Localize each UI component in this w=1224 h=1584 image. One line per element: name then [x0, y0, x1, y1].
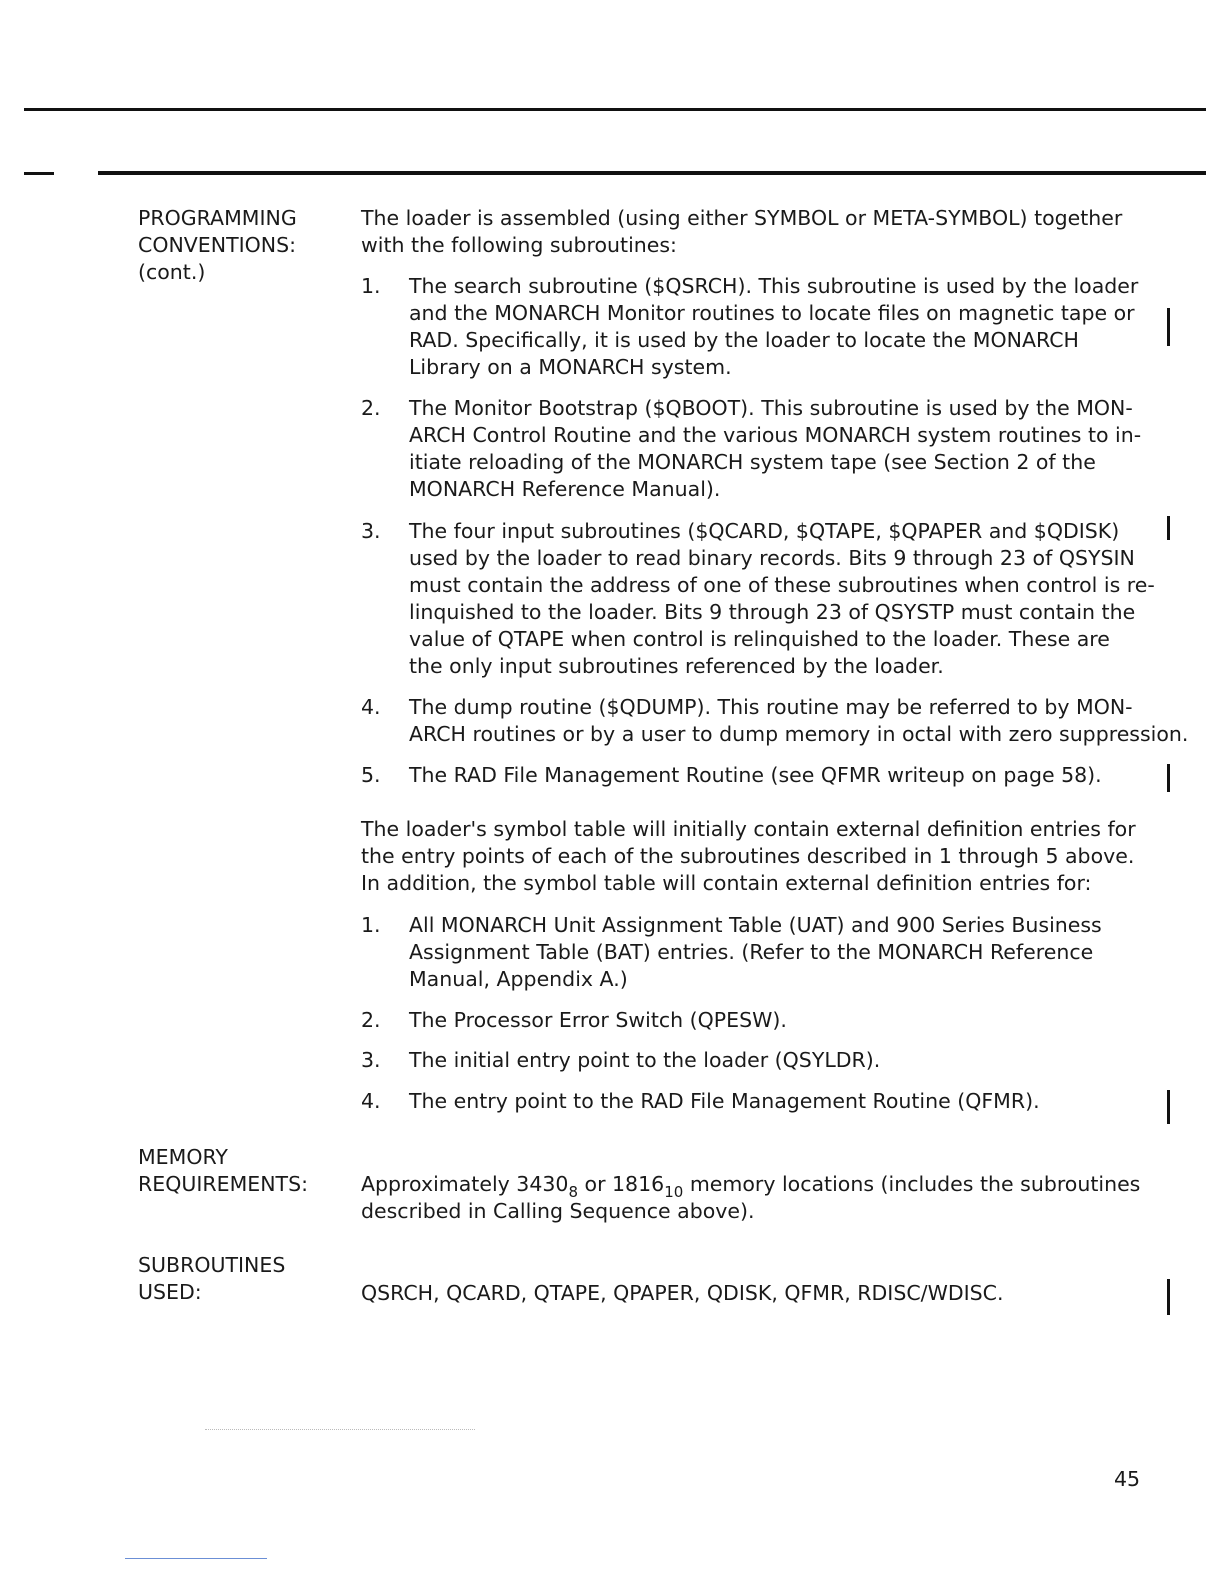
item-number: 5. — [361, 763, 381, 787]
memory-mid: or 1816 — [578, 1172, 665, 1196]
top-rule — [24, 108, 1206, 111]
item-number: 1. — [361, 274, 381, 298]
label-line: USED: — [138, 1280, 202, 1304]
label-line: PROGRAMMING — [138, 206, 297, 230]
text-line: The search subroutine ($QSRCH). This subroutine is used by the loader — [409, 274, 1139, 298]
text-line: and the MONARCH Monitor routines to locate files on magnetic tape or — [409, 301, 1135, 325]
text-line — [361, 1171, 1141, 1201]
text-line: The dump routine ($QDUMP). This routine may be referred to by MON- — [409, 695, 1133, 719]
item-number: 4. — [361, 1089, 381, 1113]
text-line: ARCH Control Routine and the various MONARCH system routines to in- — [409, 423, 1142, 447]
subroutines-used-text: QSRCH, QCARD, QTAPE, QPAPER, QDISK, QFMR, RDISC/WDISC. — [361, 1281, 1004, 1305]
item-number: 1. — [361, 913, 381, 937]
change-bar — [1167, 1090, 1170, 1124]
bottom-edge-line — [125, 1558, 267, 1559]
label-line: (cont.) — [138, 260, 206, 284]
label-line: CONVENTIONS: — [138, 233, 297, 257]
text-line: value of QTAPE when control is relinquished to the loader. These are — [409, 627, 1110, 651]
text-line: itiate reloading of the MONARCH system tape (see Section 2 of the — [409, 450, 1096, 474]
text-line: RAD. Specifically, it is used by the loader to locate the MONARCH — [409, 328, 1079, 352]
label-memory-requirements — [138, 1144, 338, 1198]
text-line: In addition, the symbol table will contain external definition entries for: — [361, 871, 1092, 895]
text-line: The Processor Error Switch (QPESW). — [409, 1008, 787, 1032]
label-line: SUBROUTINES — [138, 1253, 286, 1277]
text-line: The loader's symbol table will initially contain external definition entries for — [361, 817, 1136, 841]
item-number: 3. — [361, 1048, 381, 1072]
label-programming-conventions — [138, 205, 338, 286]
text-line: linquished to the loader. Bits 9 through 23 of QSYSTP must contain the — [409, 600, 1136, 624]
header-rule — [98, 171, 1206, 175]
text-line: The loader is assembled (using either SYMBOL or META-SYMBOL) together — [361, 206, 1123, 230]
text-line: The initial entry point to the loader (QSYLDR). — [409, 1048, 881, 1072]
label-subroutines-used — [138, 1252, 338, 1306]
text-line: with the following subroutines: — [361, 233, 677, 257]
item-number: 2. — [361, 396, 381, 420]
memory-pre: Approximately 3430 — [361, 1172, 569, 1196]
change-bar — [1167, 308, 1170, 346]
intro-paragraph — [361, 205, 1181, 259]
text-line: ARCH routines or by a user to dump memory in octal with zero suppression. — [409, 722, 1189, 746]
change-bar — [1167, 1279, 1170, 1315]
label-line: MEMORY — [138, 1145, 228, 1169]
text-line: Library on a MONARCH system. — [409, 355, 732, 379]
text-line: Assignment Table (BAT) entries. (Refer to the MONARCH Reference — [409, 940, 1094, 964]
change-bar — [1167, 516, 1170, 540]
text-line: The Monitor Bootstrap ($QBOOT). This subroutine is used by the MON- — [409, 396, 1133, 420]
text-line: used by the loader to read binary records. Bits 9 through 23 of QSYSIN — [409, 546, 1135, 570]
text-line: Manual, Appendix A.) — [409, 967, 628, 991]
margin-dash — [24, 172, 54, 175]
text-line: the entry points of each of the subroutines described in 1 through 5 above. — [361, 844, 1135, 868]
text-line: the only input subroutines referenced by the loader. — [409, 654, 944, 678]
scan-specks — [205, 1429, 475, 1434]
text-line: described in Calling Sequence above). — [361, 1199, 755, 1223]
item-number: 3. — [361, 519, 381, 543]
text-line: The RAD File Management Routine (see QFMR writeup on page 58). — [409, 763, 1102, 787]
text-line: The entry point to the RAD File Management Routine (QFMR). — [409, 1089, 1040, 1113]
octal-subscript: 8 — [568, 1183, 579, 1201]
text-line: MONARCH Reference Manual). — [409, 477, 721, 501]
text-line: must contain the address of one of these subroutines when control is re- — [409, 573, 1155, 597]
page-number: 45 — [1114, 1467, 1141, 1491]
change-bar — [1167, 764, 1170, 792]
decimal-subscript: 10 — [664, 1183, 684, 1201]
symbol-table-paragraph — [361, 816, 1181, 897]
memory-post: memory locations (includes the subroutines — [683, 1172, 1141, 1196]
memory-requirements-text — [361, 1171, 1140, 1225]
label-line: REQUIREMENTS: — [138, 1172, 308, 1196]
text-line: All MONARCH Unit Assignment Table (UAT) and 900 Series Business — [409, 913, 1102, 937]
text-line: The four input subroutines ($QCARD, $QTAPE, $QPAPER and $QDISK) — [409, 519, 1120, 543]
item-number: 2. — [361, 1008, 381, 1032]
item-number: 4. — [361, 695, 381, 719]
